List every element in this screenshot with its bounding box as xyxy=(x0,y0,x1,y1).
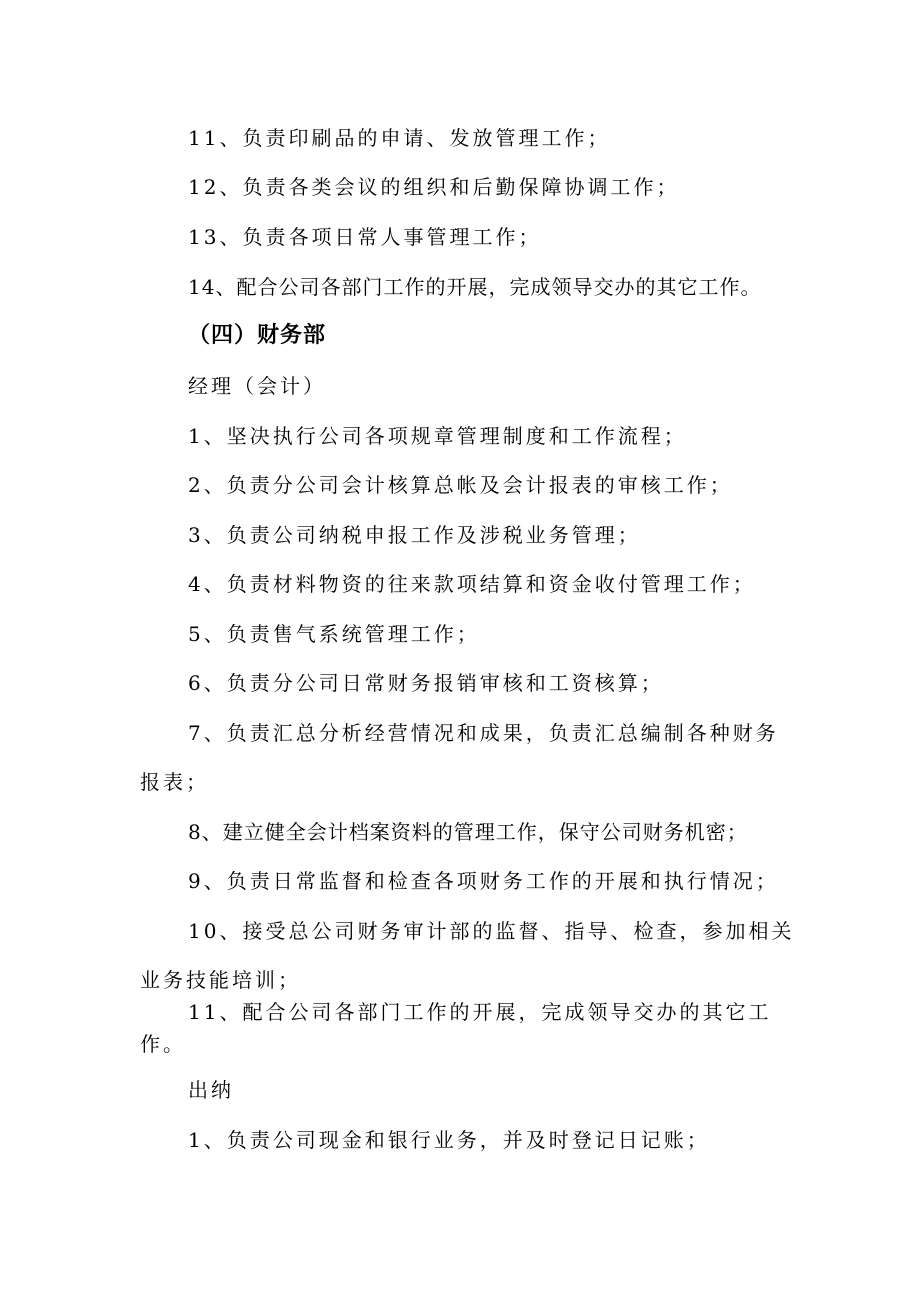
cashier-item-1: 1、负责公司现金和银行业务，并及时登记日记账； xyxy=(188,1128,710,1152)
manager-item-3: 3、负责公司纳税申报工作及涉税业务管理； xyxy=(188,523,641,547)
manager-item-6: 6、负责分公司日常财务报销审核和工资核算； xyxy=(188,671,664,695)
manager-item-7: 7、负责汇总分析经营情况和成果，负责汇总编制各种财务 xyxy=(188,721,779,745)
manager-item-7-cont: 报表； xyxy=(140,770,209,794)
office-item-13: 13、负责各项日常人事管理工作； xyxy=(188,225,542,249)
office-item-12: 12、负责各类会议的组织和后勤保障协调工作； xyxy=(188,175,680,199)
manager-item-8: 8、建立健全会计档案资料的管理工作，保守公司财务机密； xyxy=(188,820,748,844)
manager-item-10-cont: 业务技能培训； xyxy=(140,968,301,992)
manager-item-5: 5、负责售气系统管理工作； xyxy=(188,622,480,646)
manager-item-4: 4、负责材料物资的往来款项结算和资金收付管理工作； xyxy=(188,572,756,596)
manager-title: 经理（会计） xyxy=(188,374,326,398)
finance-heading: （四）财务部 xyxy=(188,323,327,348)
manager-item-1: 1、坚决执行公司各项规章管理制度和工作流程； xyxy=(188,424,687,448)
office-item-11: 11、负责印刷品的申请、发放管理工作； xyxy=(188,126,611,150)
manager-item-2: 2、负责分公司会计核算总帐及会计报表的审核工作； xyxy=(188,473,733,497)
manager-item-11-cont: 作。 xyxy=(140,1032,186,1056)
manager-item-11: 11、配合公司各部门工作的开展，完成领导交办的其它工 xyxy=(188,1000,772,1024)
cashier-title: 出纳 xyxy=(188,1078,234,1102)
manager-item-9: 9、负责日常监督和检查各项财务工作的开展和执行情况； xyxy=(188,869,779,893)
office-item-14: 14、配合公司各部门工作的开展，完成领导交办的其它工作。 xyxy=(188,275,762,299)
manager-item-10: 10、接受总公司财务审计部的监督、指导、检查，参加相关 xyxy=(188,919,795,943)
